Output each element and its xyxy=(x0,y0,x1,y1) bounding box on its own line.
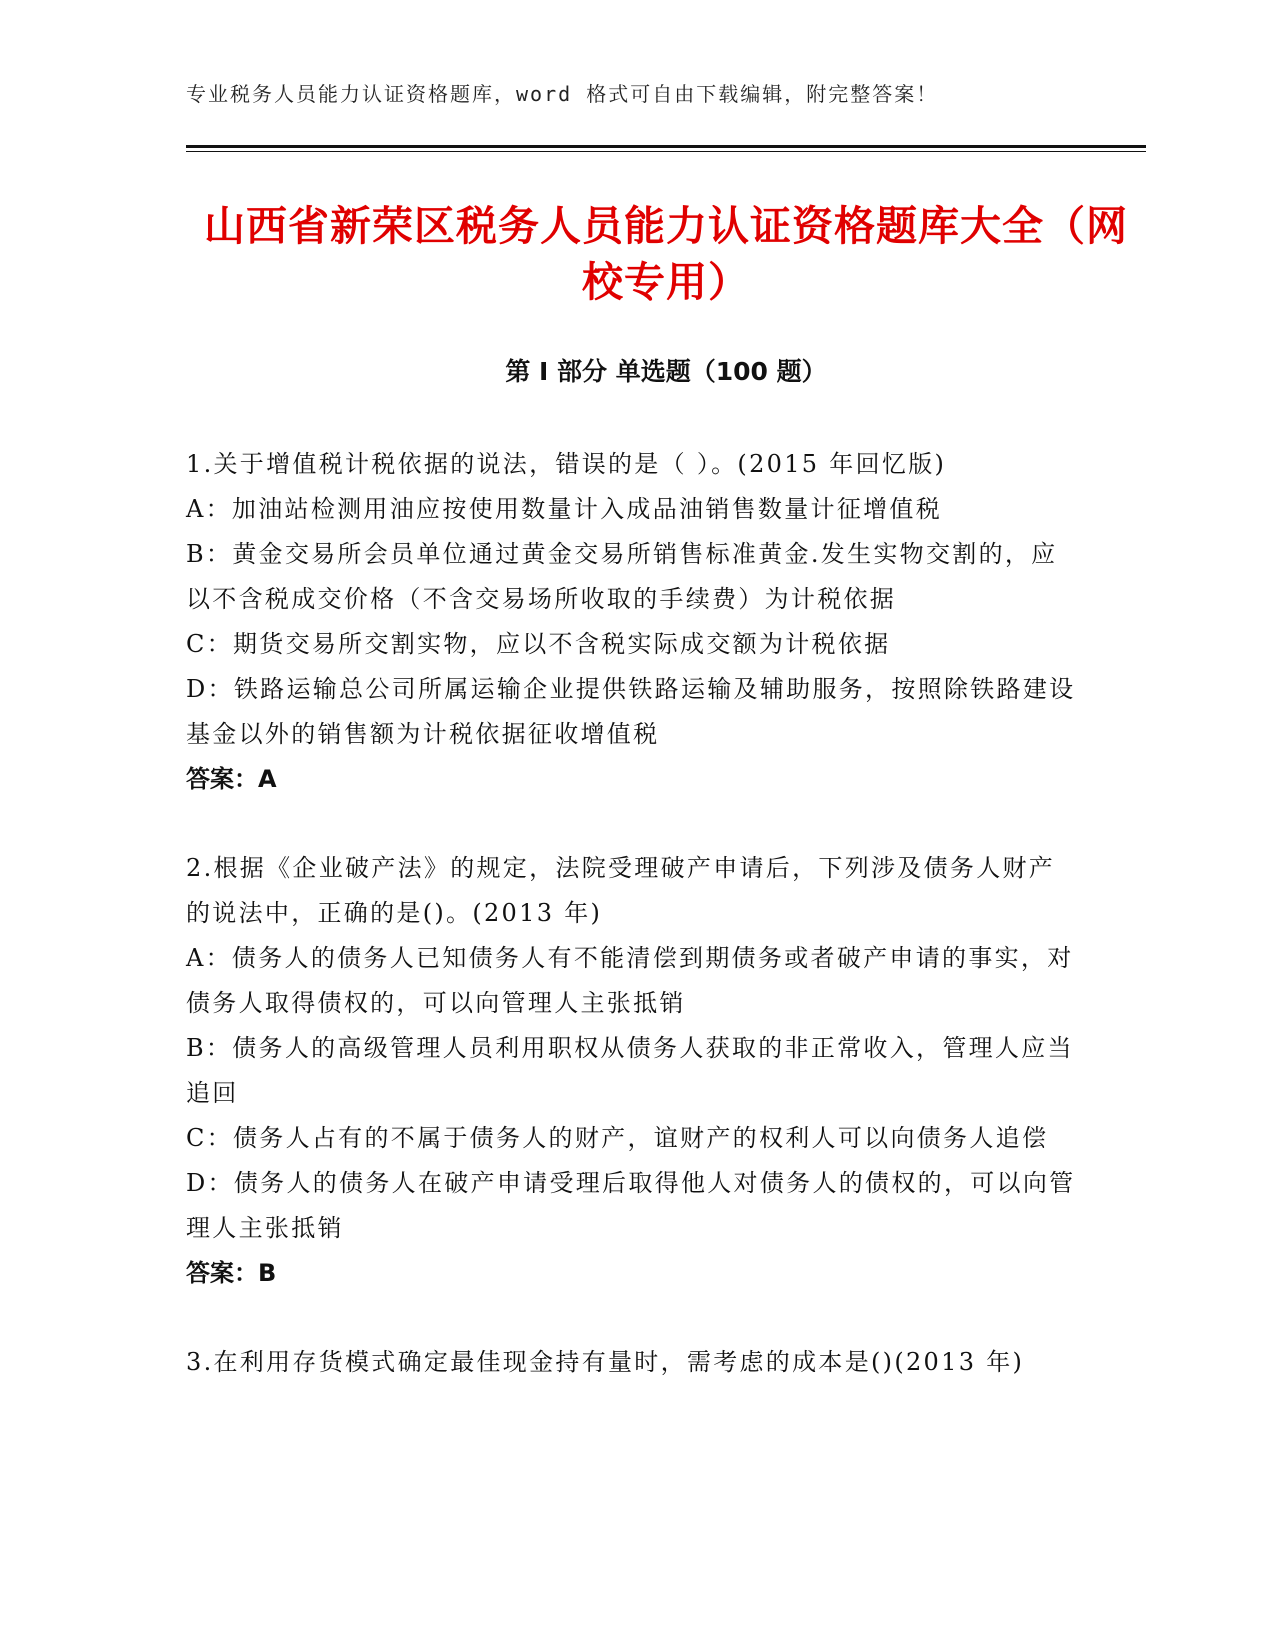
option-b: B：债务人的高级管理人员利用职权从债务人获取的非正常收入，管理人应当追回 xyxy=(186,1034,1074,1107)
option-c: C：债务人占有的不属于债务人的财产，谊财产的权利人可以向债务人追偿 xyxy=(186,1124,1049,1152)
answer-line: 答案：B xyxy=(186,1259,277,1287)
question-stem: 3.在利用存货模式确定最佳现金持有量时，需考虑的成本是()(2013 年) xyxy=(186,1348,1025,1376)
question-3 xyxy=(186,1340,1076,1385)
header-divider-thick xyxy=(186,145,1146,148)
document-title: 山西省新荣区税务人员能力认证资格题库大全（网校专用） xyxy=(204,202,1128,306)
option-a: A：债务人的债务人已知债务人有不能清偿到期债务或者破产申请的事实，对债务人取得债权的，可以向管理人主张抵销 xyxy=(186,944,1074,1017)
option-a: A：加油站检测用油应按使用数量计入成品油销售数量计征增值税 xyxy=(186,495,943,523)
question-stem: 2.根据《企业破产法》的规定，法院受理破产申请后，下列涉及债务人财产的说法中，正确的是()。(2013 年) xyxy=(186,854,1056,927)
header-note: 专业税务人员能力认证资格题库，word 格式可自由下载编辑，附完整答案！ xyxy=(186,82,939,106)
option-b: B：黄金交易所会员单位通过黄金交易所销售标准黄金.发生实物交割的，应以不含税成交价格（不含交易场所收取的手续费）为计税依据 xyxy=(186,540,1058,613)
option-d: D：铁路运输总公司所属运输企业提供铁路运输及辅助服务，按照除铁路建设基金以外的销售额为计税依据征收增值税 xyxy=(186,675,1076,748)
section-heading: 第 I 部分 单选题（100 题） xyxy=(505,357,827,386)
option-c: C：期货交易所交割实物，应以不含税实际成交额为计税依据 xyxy=(186,630,891,658)
question-1 xyxy=(186,442,1076,802)
question-2 xyxy=(186,846,1076,1296)
question-stem: 1.关于增值税计税依据的说法，错误的是（ ）。(2015 年回忆版) xyxy=(186,450,947,478)
header-divider-thin xyxy=(186,151,1146,152)
question-list xyxy=(186,442,1076,1429)
option-d: D：债务人的债务人在破产申请受理后取得他人对债务人的债权的，可以向管理人主张抵销 xyxy=(186,1169,1076,1242)
answer-line: 答案：A xyxy=(186,765,277,793)
